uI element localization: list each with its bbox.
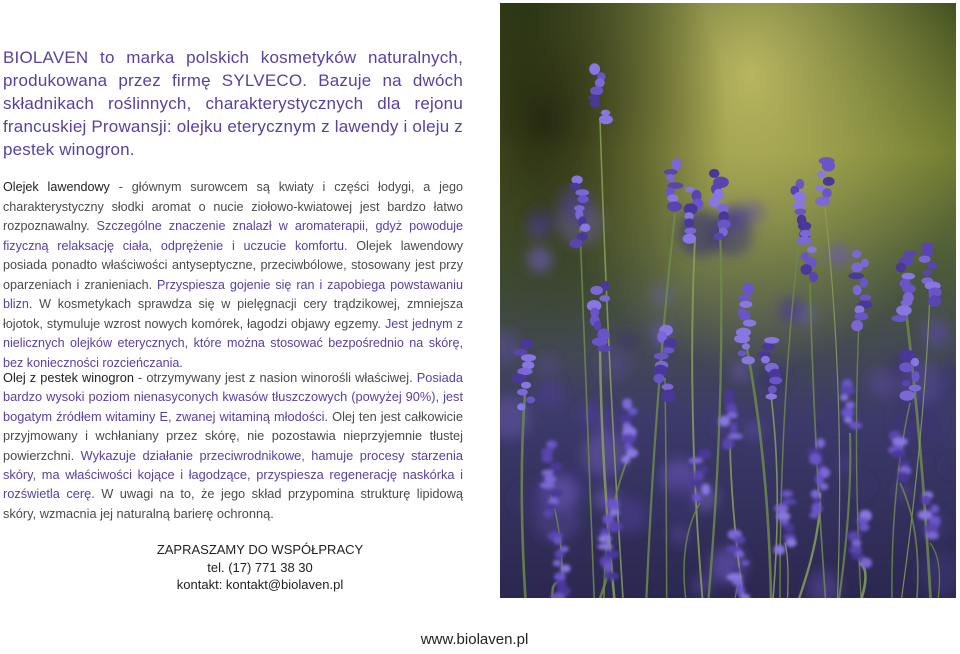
lavender-bud [621, 455, 630, 464]
lavender-bud [774, 545, 786, 555]
lavender-bud [517, 389, 528, 396]
lavender-bud [666, 174, 674, 182]
lavender-bud [892, 315, 908, 322]
lavender-bud [546, 440, 557, 449]
lavender-bud [860, 558, 872, 568]
lavender-bud [701, 484, 710, 495]
lavender-bud [664, 338, 678, 347]
bokeh-blob [900, 423, 915, 438]
lavender-bud [692, 493, 701, 503]
lavender-bud [774, 504, 788, 512]
lavender-bud [709, 196, 720, 207]
lavender-bud [526, 396, 535, 403]
contact-email[interactable]: kontakt: kontakt@biolaven.pl [176, 577, 344, 592]
lavender-bud [854, 312, 868, 320]
lavender-bud [570, 239, 583, 249]
lavender-bud [857, 518, 869, 524]
lavender-bud [738, 295, 751, 301]
lavender-bud [741, 560, 749, 566]
lavender-bud [794, 192, 807, 203]
lavender-bud [902, 380, 910, 386]
lavender-bud [807, 246, 817, 253]
lavender-bud [709, 169, 720, 178]
lavender-field-photo [500, 3, 956, 598]
lavender-bud [554, 536, 562, 545]
lavender-bud [667, 194, 678, 202]
lavender-bud [517, 403, 525, 410]
lavender-bud [598, 535, 611, 543]
lavender-bud [927, 262, 937, 269]
lavender-bud [742, 343, 750, 349]
lavender-bud [732, 580, 743, 586]
lavender-bud [899, 460, 910, 467]
bokeh-blob [580, 402, 603, 425]
lavender-bud [590, 286, 603, 295]
lavender-bud [590, 86, 603, 95]
lavender-bud [544, 510, 553, 518]
lavender-bud [598, 544, 613, 550]
lavender-bud [844, 417, 853, 423]
lavender-bud [901, 299, 913, 306]
bokeh-blob [538, 355, 558, 375]
lavender-bud [795, 209, 807, 215]
lavender-bud [912, 371, 920, 382]
lavender-oil-section [3, 178, 463, 373]
lavender-bud [604, 562, 612, 572]
lavender-bud [800, 230, 811, 238]
lavender-bud [739, 301, 752, 308]
lavender-bud [555, 550, 565, 559]
lavender-bud [590, 99, 600, 108]
lavender-bud [599, 115, 613, 124]
lavender-bud [731, 567, 740, 574]
lavender-bud [662, 384, 674, 391]
lavender-bud [823, 177, 835, 186]
lavender-bud [601, 110, 610, 116]
lavender-bud [921, 495, 931, 506]
lavender-bud [595, 78, 605, 87]
lavender-bud [926, 532, 939, 539]
lavender-bud [735, 551, 744, 558]
lavender-bud [849, 422, 862, 429]
lavender-bud [921, 247, 933, 256]
lavender-bud [848, 273, 864, 280]
lavender-bud [899, 362, 913, 372]
lavender-bud [909, 385, 922, 392]
lavender-bud [521, 354, 536, 361]
contact-heading: ZAPRASZAMY DO WSPÓŁPRACY [156, 542, 364, 557]
lavender-bud [689, 479, 701, 487]
lavender-bud [822, 188, 832, 198]
lavender-bud [819, 483, 828, 490]
website-link[interactable]: www.biolaven.pl [420, 631, 529, 648]
lavender-text-3: Olejek lawendowy posiada ponadto właściwości antyseptyczne, przeciwbólowe, stosowany jest przy oparzeniach i zranieniach. [3, 238, 463, 292]
grape-seed-oil-section [3, 368, 463, 523]
lavender-bud [592, 337, 608, 346]
lavender-bud [604, 572, 619, 580]
lavender-bud [768, 386, 777, 394]
lavender-bud [717, 219, 730, 229]
lavender-bud [892, 437, 908, 446]
lavender-bud [734, 335, 750, 344]
lavender-bud [896, 263, 906, 273]
lavender-text-6: Jest jednym z nielicznych olejków eterycznych, które można stosować bezpośrednio na skórę, bez konieczności rozcieńczania. [3, 316, 463, 370]
lavender-bud [654, 374, 665, 383]
bokeh-blob [733, 363, 749, 379]
lavender-bud [662, 347, 674, 353]
lavender-bud [761, 356, 770, 364]
lavender-bud [698, 449, 711, 460]
lavender-bud [619, 414, 632, 423]
lavender-bud [811, 490, 821, 499]
lavender-bud [685, 228, 697, 235]
lavender-bud [853, 285, 862, 295]
lavender-bud [852, 250, 862, 258]
grape-text-1: - otrzymywany jest z nasion winorośli właściwej. [133, 370, 417, 385]
brand-intro [3, 46, 463, 161]
lavender-bud [902, 273, 916, 280]
lavender-bud [743, 320, 756, 327]
lavender-bud [801, 264, 812, 275]
lavender-text-2: Szczególne znaczenie znalazł w aromaterapii, gdyż powoduje fizyczną relaksację ciała, odprężenie i uczucie komfortu. [3, 219, 464, 253]
lavender-bud [722, 438, 734, 449]
lavender-bud [903, 251, 917, 257]
lavender-bud [620, 434, 636, 443]
lavender-bud [654, 353, 669, 360]
lavender-bud [847, 531, 861, 541]
lavender-illustration [500, 3, 956, 598]
lavender-bud [608, 522, 622, 533]
lavender-bud [727, 573, 743, 581]
lavender-bud [841, 408, 854, 418]
lavender-text-4: Przyspiesza gojenie się ran i zapobiega powstawaniu blizn. [3, 277, 463, 311]
lavender-bud [661, 394, 675, 402]
lavender-bud [849, 546, 862, 554]
lavender-bud [550, 462, 562, 472]
lavender-bud [540, 482, 555, 489]
lavender-bud [578, 195, 589, 203]
lavender-bud [521, 382, 531, 389]
lavender-bud [817, 171, 826, 178]
bokeh-blob [849, 475, 871, 497]
lavender-bud [671, 158, 681, 170]
lavender-bud [683, 234, 697, 244]
lavender-bud [816, 438, 825, 448]
lavender-bud [781, 499, 796, 505]
lavender-bud [859, 523, 870, 532]
bokeh-blob [599, 349, 629, 379]
lavender-bud [730, 422, 738, 434]
lavender-bud [851, 320, 863, 331]
lavender-bud [589, 63, 600, 75]
lavender-bud [548, 490, 564, 497]
bokeh-blob [617, 331, 637, 351]
lavender-bud [667, 202, 682, 212]
lavender-bud [761, 343, 775, 350]
lavender-bud [902, 284, 916, 293]
lavender-bud [664, 169, 678, 175]
bokeh-blob [527, 247, 553, 273]
grape-text-4: Wykazuje działanie przeciwrodnikowe, hamuje procesy starzenia skóry, ma właściwości kojące i łagodzące, przyspiesza regenerację naskórka i rozświetla cerę. [3, 447, 463, 502]
bokeh-blob [828, 245, 850, 267]
lavender-bud [594, 321, 602, 331]
lavender-bud [545, 503, 557, 510]
lavender-bud [727, 412, 738, 419]
lavender-bud [512, 374, 527, 384]
lavender-bud [815, 197, 830, 206]
lavender-bud [575, 189, 589, 196]
lavender-bud [728, 433, 743, 439]
lavender-bud [776, 512, 790, 521]
lavender-bud [689, 458, 703, 464]
lavender-bud [809, 512, 819, 519]
lavender-bud [896, 305, 912, 315]
intro-text: BIOLAVEN to marka polskich kosmetyków naturalnych, produkowana przez firmę SYLVECO. Bazuje na dwóch składnikach roślinnych, charakterystycznych dla rejonu francuskiej Prowansji: olejku eterycznym z lawendy i oleju z pestek winogron. [3, 48, 463, 159]
lavender-bud [684, 218, 694, 227]
lavender-bud [813, 497, 823, 503]
lavender-bud [599, 295, 610, 302]
lavender-bud [606, 499, 619, 511]
lavender-bud [542, 453, 553, 462]
lavender-bud [781, 490, 793, 497]
lavender-bud [544, 475, 556, 483]
lavender-bud [742, 283, 754, 295]
lavender-bud [928, 295, 942, 306]
bokeh-blob [651, 284, 674, 307]
lavender-bud [560, 565, 570, 573]
grape-text-3: Olej ten jest całkowicie przyjmowany i wchłaniany przez skórę, nie pozostawia nieprzyjemnie tłustej powierzchni. [3, 408, 463, 463]
lavender-bud [892, 450, 906, 459]
lavender-text-5: W kosmetykach sprawdza się w pielęgnacji cery trądzikowej, zmniejsza łojotok, stymuluje wzrost nowych komórek, łagodzi objawy egzemy. [3, 297, 463, 331]
lavender-bud [570, 183, 581, 190]
lavender-bud [580, 224, 590, 232]
lavender-bud [766, 394, 777, 400]
lavender-bud [520, 339, 534, 349]
lavender-bud [597, 345, 611, 352]
lavender-bud [822, 160, 835, 172]
lavender-bud [923, 270, 932, 276]
lavender-bud [809, 272, 818, 282]
lavender-bud [741, 356, 755, 364]
bokeh-blob [838, 456, 855, 473]
lavender-bud [900, 391, 915, 401]
lavender-bud [553, 560, 562, 567]
lavender-bud [769, 377, 782, 385]
lavender-bud [851, 262, 863, 272]
lavender-text-1: - głównym surowcem są kwiaty i części łodygi, a jego charakterystyczny słodki aromat o nucie ziołowo-kwiatowej jest bardzo łatwo rozpoznawalny. [3, 180, 463, 233]
bokeh-blob [528, 221, 547, 240]
lavender-bud [860, 294, 871, 300]
lavender-bud [571, 175, 582, 184]
lavender-bud [738, 350, 747, 356]
lavender-bud [796, 237, 812, 245]
lavender-bud [919, 256, 931, 263]
bokeh-blob [922, 319, 950, 347]
lavender-bud [840, 386, 855, 395]
lavender-bud [734, 536, 746, 544]
lavender-bud [719, 416, 730, 427]
lavender-bud [852, 540, 862, 546]
lavender-bud [542, 470, 554, 477]
lavender-bud [897, 472, 909, 483]
grape-text-2: Posiada bardzo wysoki poziom nienasyconych kwasów tłuszczowych (powyżej 90%), jest bogatym źródłem witaminy E, zwanej witaminą młodości. [3, 370, 463, 424]
lavender-bud [628, 407, 638, 415]
contact-phone[interactable]: tel. (17) 771 38 30 [207, 559, 313, 575]
lavender-bud [713, 233, 724, 241]
lavender-oil-title: Olejek lawendowy [3, 180, 110, 194]
lavender-bud [840, 395, 848, 401]
grape-text-5: W uwagi na to, że jego skład przypomina strukturę lipidową skóry, wzmacnia jej naturalną barierę ochronną. [3, 486, 464, 521]
bokeh-blob [536, 381, 563, 408]
lavender-bud [930, 505, 939, 514]
lavender-bud [764, 337, 779, 344]
lavender-bud [784, 524, 795, 533]
lavender-bud [785, 538, 796, 547]
contact-info [90, 541, 430, 594]
lavender-bud [792, 202, 805, 209]
lavender-bud [665, 187, 674, 195]
lavender-bud [860, 278, 868, 288]
grape-seed-oil-title: Olej z pestek winogron [3, 370, 134, 385]
lavender-bud [845, 401, 855, 408]
